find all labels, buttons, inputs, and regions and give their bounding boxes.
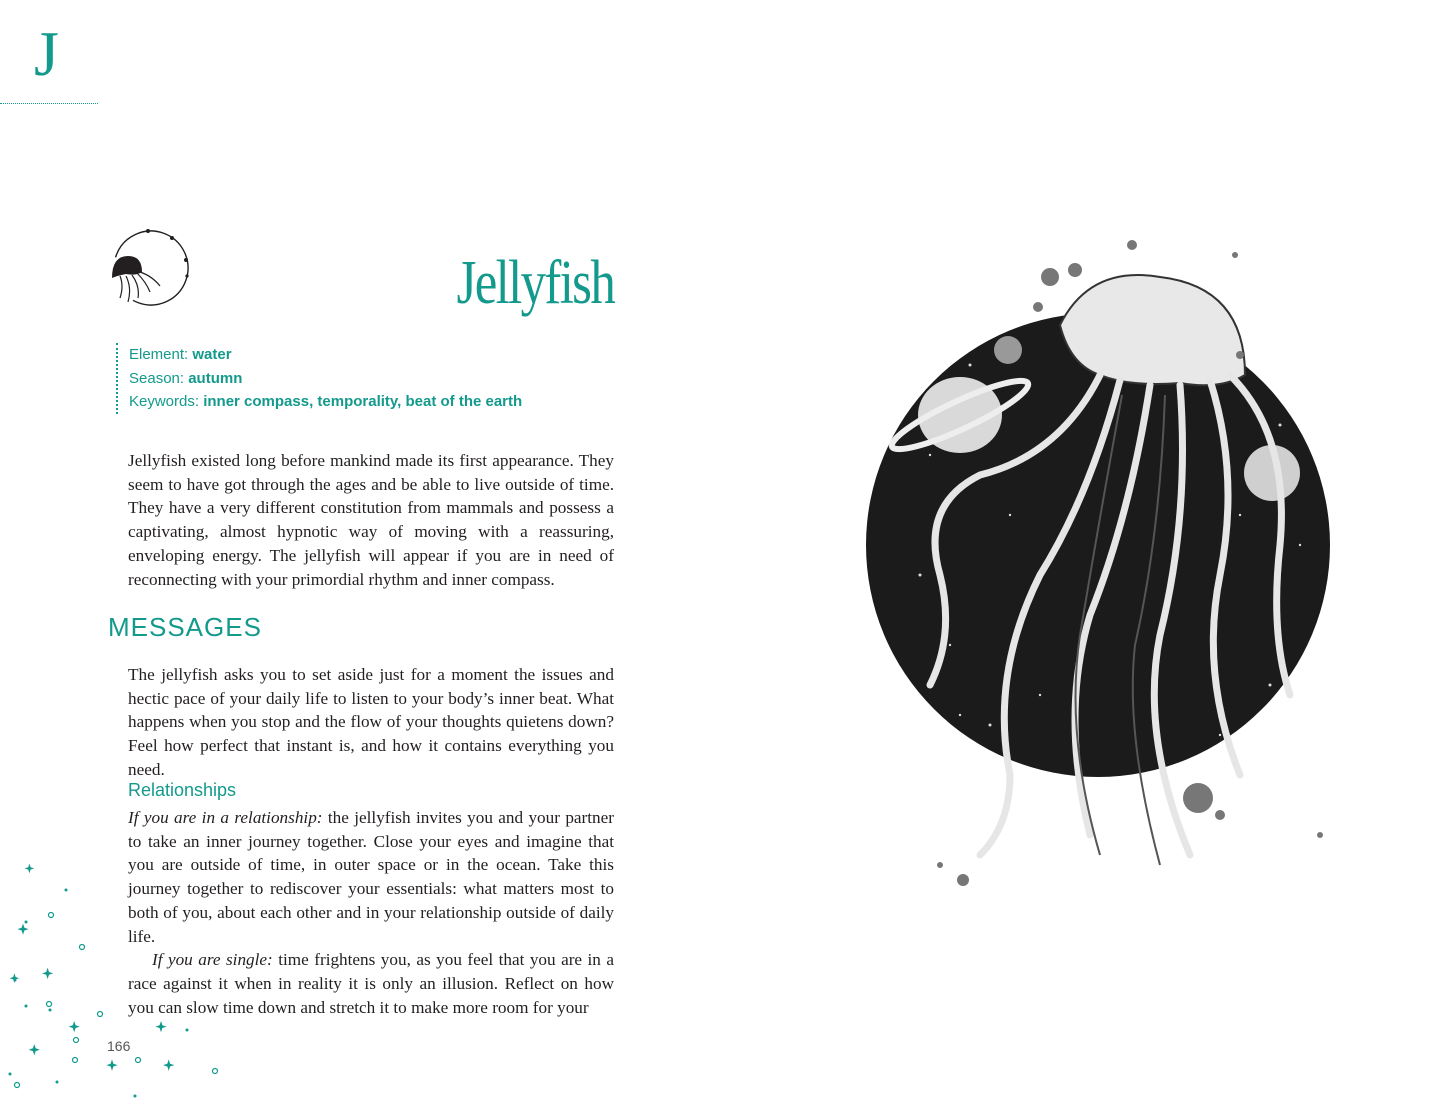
season-label: Season: <box>129 369 189 387</box>
single-lead: If you are single: <box>152 950 273 970</box>
sparkle-decoration <box>0 860 240 1108</box>
keywords-label: Keywords: <box>129 393 204 410</box>
attribute-list <box>116 343 522 414</box>
element-attribute <box>129 343 522 367</box>
jellyfish-illustration <box>860 215 1360 905</box>
season-value: autumn <box>188 369 243 387</box>
page-title: Jellyfish <box>456 249 614 317</box>
keywords-value: inner compass, temporality, beat of the earth <box>203 393 523 410</box>
relationships-heading: Relationships <box>128 780 237 800</box>
couple-text: the jellyfish invites you and your partner to take an inner journey together. Close your eyes and imagine that you are outside of time, in outer space or in the ocean. Take this journey together to rediscover your essentials: what matters most to both of you, about each other and in your relationship outside of daily life. <box>128 808 614 946</box>
section-divider <box>0 103 98 104</box>
element-label: Element: <box>129 346 193 363</box>
messages-heading: MESSAGES <box>108 612 262 642</box>
messages-paragraph: The jellyfish asks you to set aside just for a moment the issues and hectic pace of your daily life to listen to your body’s inner beat. What happens when you stop and the flow of your thoughts quietens down? Feel how perfect that instant is, and how it contains everything you need. <box>128 665 614 779</box>
couple-lead: If you are in a relationship: <box>128 808 323 827</box>
section-letter: J <box>34 18 59 89</box>
season-attribute <box>129 367 522 391</box>
keywords-attribute <box>129 390 522 414</box>
intro-paragraph: Jellyfish existed long before mankind made its first appearance. They seem to have got through the ages and be able to live outside of time. They have a very different constitution from mammals and possess a captivating, almost hypnotic way of moving with a reassuring, enveloping energy. The jellyfish will appear if you are in need of reconnecting with your primordial rhythm and inner compass. <box>128 451 614 589</box>
jellyfish-emblem-icon <box>106 226 194 308</box>
sparkle-icon <box>9 864 189 1098</box>
single-text: time frightens you, as you feel that you are in a race against it when in reality it is only an illusion. Reflect on how you can slow time down and stretch it to make more room for your <box>128 950 614 1017</box>
page-number: 166 <box>107 1038 131 1054</box>
element-value: water <box>192 346 232 363</box>
